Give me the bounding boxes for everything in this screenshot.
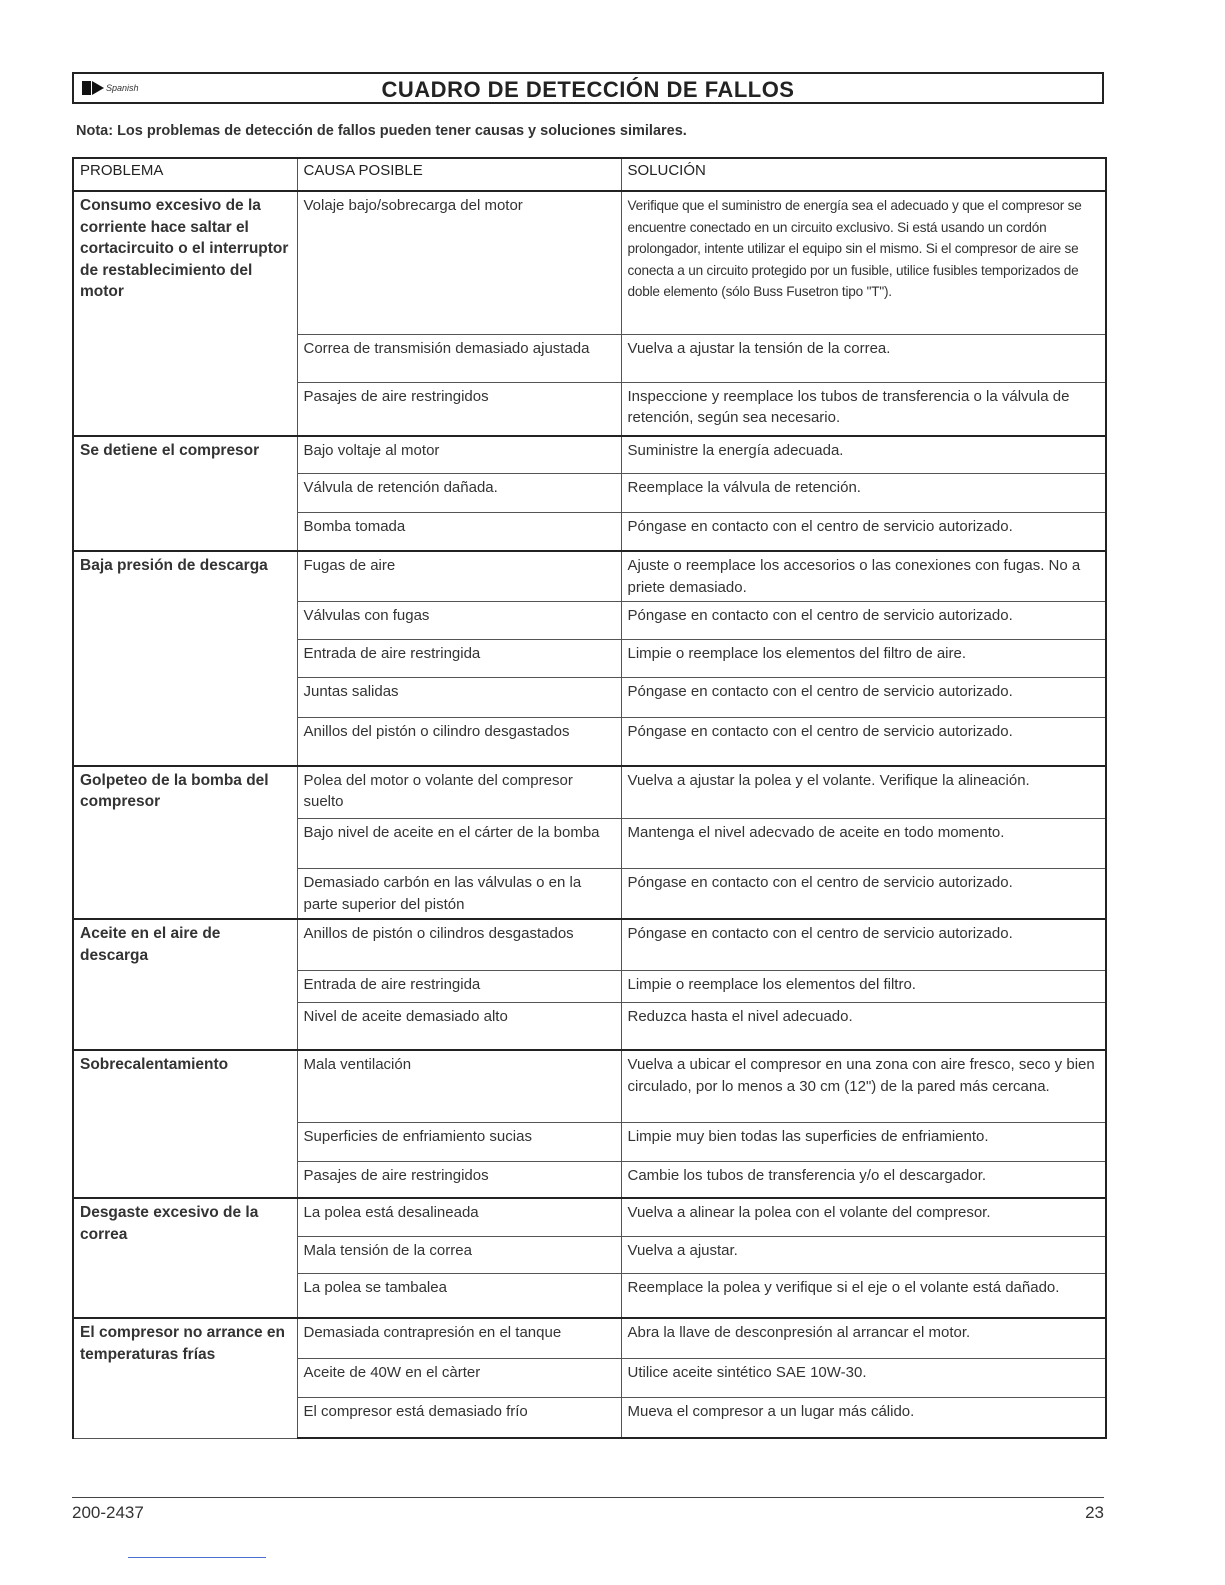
cause-cell: La polea se tambalea [297, 1273, 621, 1318]
cause-cell: Válvula de retención dañada. [297, 473, 621, 512]
solution-cell: Vuelva a ubicar el compresor en una zona con aire fresco, seco y bien circulado, por lo menos a 30 cm (12") de la pared más cercana. [621, 1050, 1106, 1122]
solution-cell: Mueva el compresor a un lugar más cálido. [621, 1397, 1106, 1438]
footer-rule [72, 1497, 1104, 1498]
solution-cell: Póngase en contacto con el centro de servicio autorizado. [621, 602, 1106, 640]
cause-cell: Entrada de aire restringida [297, 640, 621, 678]
solution-cell: Póngase en contacto con el centro de servicio autorizado. [621, 512, 1106, 551]
solution-cell: Abra la llave de desconpresión al arrancar el motor. [621, 1318, 1106, 1358]
cause-cell: Bajo nivel de aceite en el cárter de la bomba [297, 819, 621, 869]
solution-cell: Póngase en contacto con el centro de servicio autorizado. [621, 919, 1106, 970]
cause-cell: Demasiado carbón en las válvulas o en la parte superior del pistón [297, 869, 621, 920]
solution-cell: Póngase en contacto con el centro de servicio autorizado. [621, 869, 1106, 920]
column-header-problem: PROBLEMA [73, 158, 297, 191]
solution-cell: Vuelva a alinear la polea con el volante del compresor. [621, 1198, 1106, 1236]
note-text: Nota: Los problemas de detección de fallos pueden tener causas y soluciones similares. [76, 123, 687, 139]
solution-cell: Vuelva a ajustar la tensión de la correa. [621, 334, 1106, 382]
table-header-row [73, 158, 1106, 191]
page-number: 23 [1085, 1503, 1104, 1522]
solution-cell: Inspeccione y reemplace los tubos de transferencia o la válvula de retención, según sea necesario. [621, 382, 1106, 436]
cause-cell: Demasiada contrapresión en el tanque [297, 1318, 621, 1358]
solution-cell: Vuelva a ajustar la polea y el volante. Verifique la alineación. [621, 766, 1106, 819]
solution-cell: Vuelva a ajustar. [621, 1236, 1106, 1273]
cause-cell: Pasajes de aire restringidos [297, 1161, 621, 1198]
solution-cell: Cambie los tubos de transferencia y/o el descargador. [621, 1161, 1106, 1198]
cause-cell: Pasajes de aire restringidos [297, 382, 621, 436]
document-number: 200-2437 [72, 1503, 144, 1522]
solution-cell: Ajuste o reemplace los accesorios o las conexiones con fugas. No a priete demasiado. [621, 551, 1106, 602]
problem-cell: El compresor no arrance en temperaturas frías [73, 1318, 297, 1438]
cause-cell: Nivel de aceite demasiado alto [297, 1002, 621, 1050]
troubleshooting-table [72, 157, 1107, 1439]
problem-cell: Consumo excesivo de la corriente hace saltar el cortacircuito o el interruptor de restablecimiento del motor [73, 191, 297, 436]
table-row [73, 919, 1106, 970]
cause-cell: Válvulas con fugas [297, 602, 621, 640]
table-row [73, 436, 1106, 473]
problem-cell: Golpeteo de la bomba del compresor [73, 766, 297, 920]
cause-cell: Mala ventilación [297, 1050, 621, 1122]
table-row [73, 551, 1106, 602]
solution-cell: Limpie o reemplace los elementos del filtro de aire. [621, 640, 1106, 678]
language-label: Spanish [106, 83, 139, 93]
solution-cell: Reemplace la válvula de retención. [621, 473, 1106, 512]
bottom-link-line [128, 1557, 266, 1558]
title-bar [72, 72, 1104, 104]
cause-cell: Superficies de enfriamiento sucias [297, 1122, 621, 1161]
problem-cell: Aceite en el aire de descarga [73, 919, 297, 1050]
column-header-cause: CAUSA POSIBLE [297, 158, 621, 191]
solution-cell: Póngase en contacto con el centro de servicio autorizado. [621, 718, 1106, 766]
solution-cell: Suministre la energía adecuada. [621, 436, 1106, 473]
column-header-solution: SOLUCIÓN [621, 158, 1106, 191]
solution-cell: Reduzca hasta el nivel adecuado. [621, 1002, 1106, 1050]
problem-cell: Se detiene el compresor [73, 436, 297, 551]
cause-cell: El compresor está demasiado frío [297, 1397, 621, 1438]
cause-cell: Anillos del pistón o cilindro desgastados [297, 718, 621, 766]
cause-cell: Bajo voltaje al motor [297, 436, 621, 473]
cause-cell: La polea está desalineada [297, 1198, 621, 1236]
problem-cell: Baja presión de descarga [73, 551, 297, 766]
cause-cell: Bomba tomada [297, 512, 621, 551]
cause-cell: Juntas salidas [297, 678, 621, 718]
problem-cell: Sobrecalentamiento [73, 1050, 297, 1198]
solution-cell: Limpie o reemplace los elementos del filtro. [621, 970, 1106, 1002]
solution-cell: Reemplace la polea y verifique si el eje o el volante está dañado. [621, 1273, 1106, 1318]
cause-cell: Aceite de 40W en el càrter [297, 1358, 621, 1397]
cause-cell: Polea del motor o volante del compresor suelto [297, 766, 621, 819]
table-row [73, 1198, 1106, 1236]
cause-cell: Anillos de pistón o cilindros desgastados [297, 919, 621, 970]
cause-cell: Mala tensión de la correa [297, 1236, 621, 1273]
table-row [73, 766, 1106, 819]
solution-cell: Utilice aceite sintético SAE 10W-30. [621, 1358, 1106, 1397]
table-row [73, 1050, 1106, 1122]
problem-cell: Desgaste excesivo de la correa [73, 1198, 297, 1318]
solution-cell: Póngase en contacto con el centro de servicio autorizado. [621, 678, 1106, 718]
cause-cell: Correa de transmisión demasiado ajustada [297, 334, 621, 382]
solution-cell: Verifique que el suministro de energía sea el adecuado y que el compresor se encuentre conectado en un circuito exclusivo. Si está usando un cordón prolongador, intente utilizar el equipo sin el mismo. Si el compresor de aire se conecta a un circuito protegido por un fusible, utilice fusibles temporizados de doble elemento (sólo Buss Fusetron tipo "T"). [621, 191, 1106, 334]
page-title: CUADRO DE DETECCIÓN DE FALLOS [381, 77, 795, 102]
solution-cell: Mantenga el nivel adecvado de aceite en todo momento. [621, 819, 1106, 869]
solution-cell: Limpie muy bien todas las superficies de enfriamiento. [621, 1122, 1106, 1161]
cause-cell: Volaje bajo/sobrecarga del motor [297, 191, 621, 334]
table-row [73, 1318, 1106, 1358]
cause-cell: Entrada de aire restringida [297, 970, 621, 1002]
table-row [73, 191, 1106, 334]
cause-cell: Fugas de aire [297, 551, 621, 602]
